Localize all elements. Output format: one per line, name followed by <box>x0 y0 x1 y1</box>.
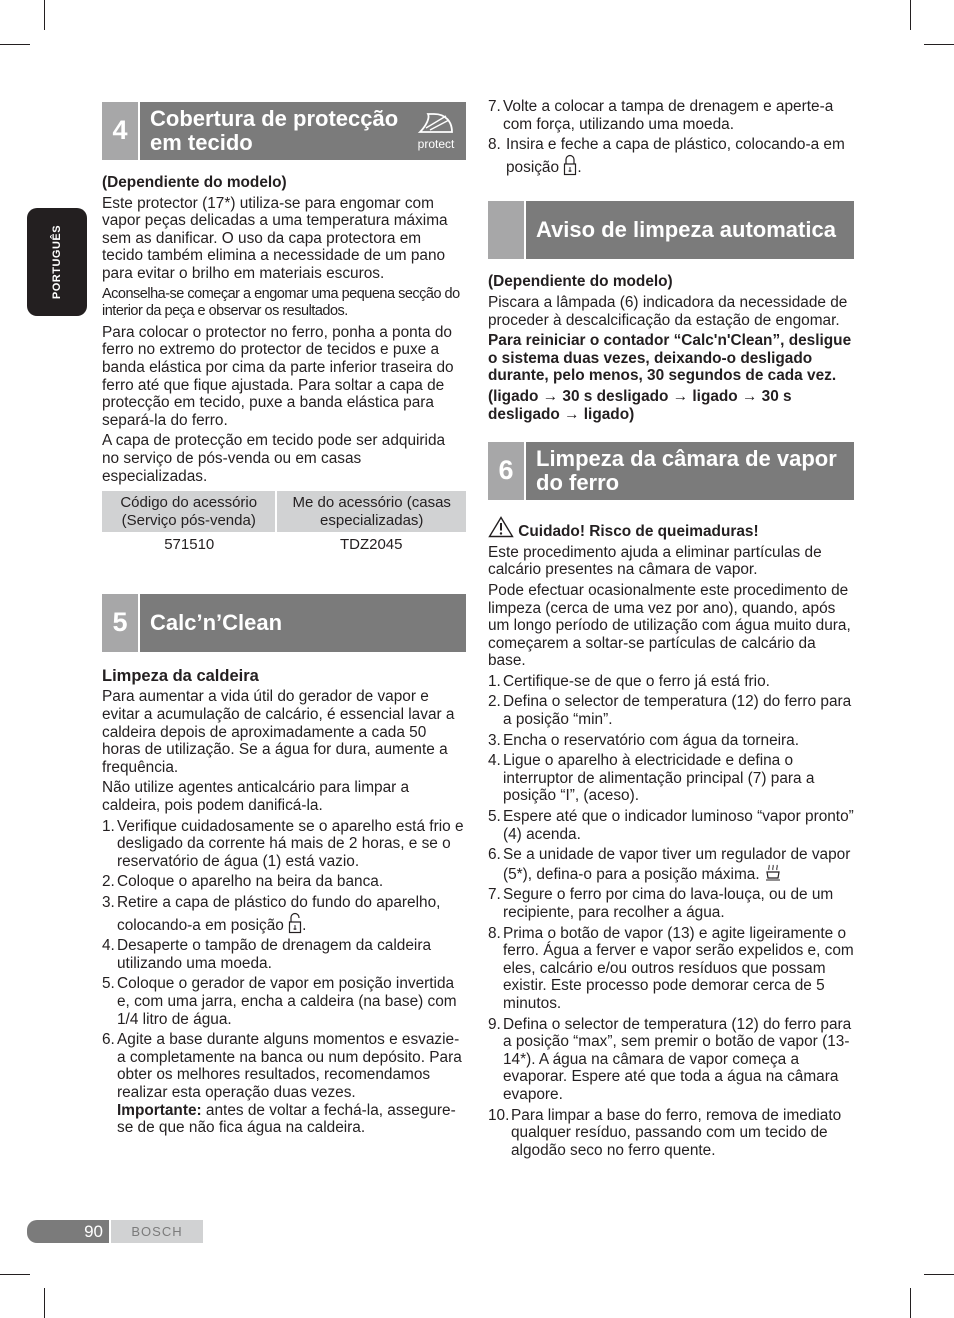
steam-max-icon <box>764 864 782 882</box>
list-item: 10. Para limpar a base do ferro, remova de imediato qualquer resíduo, passando com um tecido de algodão seco no ferro quente. <box>488 1106 842 1159</box>
list-item: 7. Volte a colocar a tampa de drenagem e aperte-a com força, utilizando uma moeda. <box>488 98 834 133</box>
steps-list-continued <box>488 98 854 176</box>
paragraph: Aconselha-se começar a engomar uma pequena secção do interior da peça e observar os resultados. <box>102 285 460 320</box>
crop-mark <box>910 1288 911 1318</box>
lock-icon <box>288 912 302 934</box>
right-column <box>488 98 854 1162</box>
paragraph: (ligado → 30 s desligado → ligado → 30 s desligado → ligado) <box>488 387 792 423</box>
table-header: Código do acessório (Serviço pós-venda) <box>102 491 276 532</box>
paragraph: Piscara a lâmpada (6) indicadora da necessidade de proceder à descalcificação da estação de engomar. <box>488 293 848 329</box>
left-column <box>102 102 466 1140</box>
steps-list <box>102 818 466 1137</box>
list-item: 7. Segure o ferro por cima do lava-louça, ou de um recipiente, para recolher a água. <box>488 886 834 921</box>
protect-iron-icon <box>410 106 462 156</box>
list-item: 5. Espere até que o indicador luminoso “vapor pronto” (4) acenda. <box>488 808 854 843</box>
list-item: 4. Ligue o aparelho à electricidade e defina o interruptor de alimentação principal (7) para a posição “I”, (aceso). <box>488 752 815 805</box>
paragraph: Para reiniciar o contador “Calc'n'Clean”, desligue o sistema duas vezes, deixando-o desligado durante, pelo menos, 30 segundos de cada vez. <box>488 332 852 385</box>
subsection-title: Limpeza da caldeira <box>102 666 259 685</box>
list-item: 4. Desaperte o tampão de drenagem da caldeira utilizando uma moeda. <box>102 937 431 972</box>
crop-mark <box>924 44 954 45</box>
crop-mark <box>0 1274 30 1275</box>
page-number: 90 <box>27 1220 109 1243</box>
accessory-table <box>102 491 466 558</box>
list-item: 3. Retire a capa de plástico do fundo do aparelho, colocando-a em posição . <box>102 894 441 934</box>
section-number: 5 <box>102 594 140 652</box>
paragraph: Este procedimento ajuda a eliminar partículas de calcário presentes na câmara de vapor. <box>488 543 822 579</box>
lock-icon <box>563 154 577 176</box>
table-header: Me do acessório (casas especializadas) <box>276 491 466 532</box>
section-number: 6 <box>488 442 526 500</box>
section-title: Limpeza da câmara de vapor do ferro <box>536 445 837 496</box>
model-note: (Dependiente do modelo) <box>488 273 673 291</box>
list-item: 8. Prima o botão de vapor (13) e agite ligeiramente o ferro. Água a ferver e vapor serão expelidos e, com eles, calcário e/ou outros resíduos que possam existir. Este processo pode demorar cerca de 5 minutos. <box>488 924 854 1012</box>
list-item: 2. Coloque o aparelho na beira da banca. <box>102 873 384 891</box>
list-item: 6. Se a unidade de vapor tiver um regulador de vapor (5*), defina-o para a posição máxima. <box>488 846 851 883</box>
section-5-header <box>102 594 466 652</box>
section-6-header <box>488 442 854 500</box>
section-4-header <box>102 102 466 160</box>
paragraph: Este protector (17*) utiliza-se para engomar com vapor peças delicadas a uma temperatura máxima sem as danificar. O uso da capa protectora em tecido também elimina a necessidade de um pano para evitar o brilho em materiais escuros. <box>102 194 448 282</box>
list-item: 1. Verifique cuidadosamente se o aparelho está frio e desligado da corrente há mais de 2 horas, e se o reservatório de água (1) está vazio. <box>102 817 464 870</box>
aviso-header <box>488 201 854 259</box>
crop-mark <box>0 44 30 45</box>
brand-label: BOSCH <box>111 1220 203 1243</box>
important-label: Importante: <box>117 1101 202 1119</box>
list-item: 6. Agite a base durante alguns momentos e esvazie-a completamente na banca ou num depósito. Para obter os melhores resultados, recomendamos realizar esta operação duas vezes. Importante: antes de voltar a fechá-la, assegure-se de que não fica água na caldeira. <box>102 1031 462 1137</box>
crop-mark <box>44 0 45 30</box>
list-item: 9. Defina o selector de temperatura (12) do ferro para a posição “max”, sem premir o botão de vapor (13-14*). A água na câmara de vapor começa a evaporar. Espere até que toda a água na câmara evapore. <box>488 1015 852 1103</box>
table-cell: TDZ2045 <box>339 536 403 554</box>
section-title: Calc’n’Clean <box>150 609 283 635</box>
list-item: 3. Encha o reservatório com água da torneira. <box>488 731 800 749</box>
paragraph: Para colocar o protector no ferro, ponha a ponta do ferro no extremo do protector de tecidos e puxe a banda elástica por cima da parte inferior traseira do ferro até que fique ajustada. Para soltar a capa de protecção em tecido, puxe a banda elástica para separá-la do ferro. <box>102 323 454 429</box>
crop-mark <box>910 0 911 30</box>
section-number-blank <box>488 201 526 259</box>
crop-mark <box>44 1288 45 1318</box>
list-item: 2. Defina o selector de temperatura (12) do ferro para a posição “min”. <box>488 693 852 729</box>
protect-label: protect <box>417 137 455 151</box>
section-number: 4 <box>102 102 140 160</box>
list-item: 1. Certifique-se de que o ferro já está frio. <box>488 672 770 690</box>
language-label: PORTUGUÊS <box>51 224 63 300</box>
model-note: (Dependiente do modelo) <box>102 174 287 191</box>
section-title: Cobertura de protecção em tecido <box>150 105 399 155</box>
table-cell: 571510 <box>164 536 215 554</box>
paragraph: Pode efectuar ocasionalmente este procedimento de limpeza (cerca de uma vez por ano), quando, após um longo período de utilização com água muito dura, começarem a soltar-se partículas de calcário da base. <box>488 581 851 670</box>
warning-line: Cuidado! Risco de queimaduras! <box>488 516 854 541</box>
list-item: 5. Coloque o gerador de vapor em posição invertida e, com uma jarra, encha a caldeira (na base) com 1/4 litro de água. <box>102 975 457 1028</box>
section-title: Aviso de limpeza automatica <box>536 217 836 243</box>
table-row <box>102 532 466 558</box>
paragraph: Para aumentar a vida útil do gerador de vapor e evitar a acumulação de calcário, é essencial lavar a caldeira depois de aproximadamente a cada 50 horas de utilização. Se a água for dura, aumente a frequência. <box>102 688 455 776</box>
list-item: 8. Insira e feche a capa de plástico, colocando-a em posição . <box>488 136 845 176</box>
warning-icon <box>488 516 514 538</box>
steps-list <box>488 673 854 1159</box>
language-tab <box>27 208 87 316</box>
crop-mark <box>924 1274 954 1275</box>
paragraph: Não utilize agentes anticalcário para limpar a caldeira, pois podem danificá-la. <box>102 779 410 815</box>
paragraph: A capa de protecção em tecido pode ser adquirida no serviço de pós-venda ou em casas especializadas. <box>102 432 446 485</box>
